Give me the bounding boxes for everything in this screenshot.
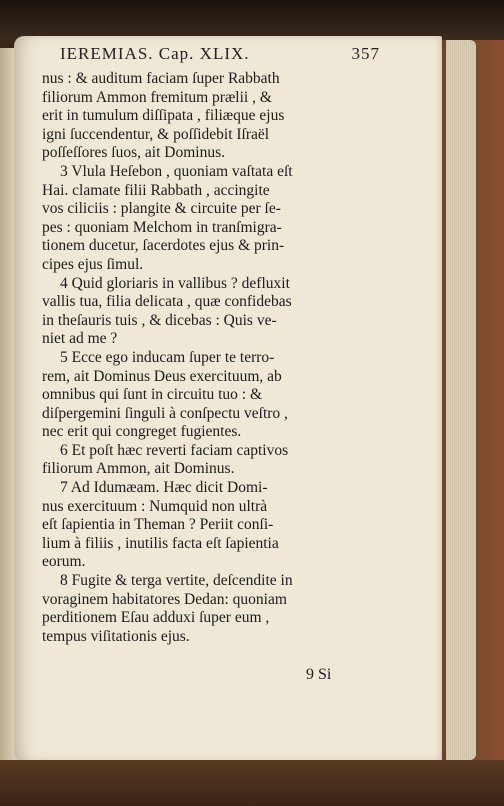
- text-line: nec erit qui congreget fugientes.: [42, 423, 242, 441]
- text-line: omnibus qui ſunt in circuitu tuo : &: [42, 386, 263, 404]
- verse-line: 6 Et poſt hæc reverti faciam captivos: [60, 441, 289, 459]
- verse-line: 3 Vlula Heſebon , quoniam vaſtata eſt: [60, 162, 293, 180]
- text-line: igni ſuccendentur, & poſſidebit Iſraël: [42, 125, 270, 143]
- running-title: IEREMIAS. Cap. XLIX.: [60, 44, 250, 63]
- text-line: niet ad me ?: [42, 330, 118, 348]
- text-line: lium à filiis , inutilis facta eſt ſapientia: [42, 534, 279, 552]
- text-line: poſſeſſores ſuos, ait Dominus.: [42, 144, 225, 162]
- text-line: vallis tua, filia delicata , quæ confidebas: [42, 293, 292, 311]
- text-line: pes : quoniam Melchom in tranſmigra-: [42, 218, 282, 236]
- text-line: cipes ejus ſimul.: [42, 255, 144, 273]
- text-line: nus : & auditum faciam ſuper Rabbath: [42, 70, 280, 87]
- running-head: [60, 44, 380, 64]
- text-line: rem, ait Dominus Deus exercituum, ab: [42, 367, 282, 385]
- text-line: perditionem Eſau adduxi ſuper eum ,: [42, 609, 270, 627]
- text-line: eorum.: [42, 553, 86, 571]
- text-line: nus exercituum : Numquid non ultrà: [42, 497, 268, 515]
- verse-line: 7 Ad Idumæam. Hæc dicit Domi-: [60, 479, 268, 497]
- verse-line: 8 Fugite & terga vertite, deſcendite in: [60, 572, 293, 590]
- page-number: 357: [351, 44, 380, 63]
- book-top-edge: [0, 0, 504, 40]
- verse-line: 5 Ecce ego inducam ſuper te terro-: [60, 348, 275, 366]
- text-line: filiorum Ammon fremitum prælii , &: [42, 88, 272, 106]
- page-edges: [446, 40, 476, 760]
- catchword: 9 Si: [306, 666, 332, 683]
- verse-line: 4 Quid gloriaris in vallibus ? defluxit: [60, 274, 290, 292]
- text-block: [42, 70, 410, 646]
- text-line: tionem ducetur, ſacerdotes ejus & prin-: [42, 237, 285, 255]
- book-bottom-edge: [0, 760, 504, 806]
- text-line: eſt ſapientia in Theman ? Periit conſi-: [42, 516, 274, 534]
- text-line: in theſauris tuis , & dicebas : Quis ve-: [42, 311, 277, 329]
- text-line: Hai. clamate filii Rabbath , accingite: [42, 181, 270, 199]
- text-line: tempus viſitationis ejus.: [42, 627, 190, 645]
- text-line: diſpergemini ſinguli à conſpectu veſtro ,: [42, 404, 288, 422]
- text-line: filiorum Ammon, ait Dominus.: [42, 460, 235, 478]
- text-line: vos ciliciis : plangite & circuite per ſe-: [42, 200, 281, 218]
- text-line: erit in tumulum diſſipata , filiæque ejus: [42, 107, 285, 125]
- text-line: voraginem habitatores Dedan: quoniam: [42, 590, 287, 608]
